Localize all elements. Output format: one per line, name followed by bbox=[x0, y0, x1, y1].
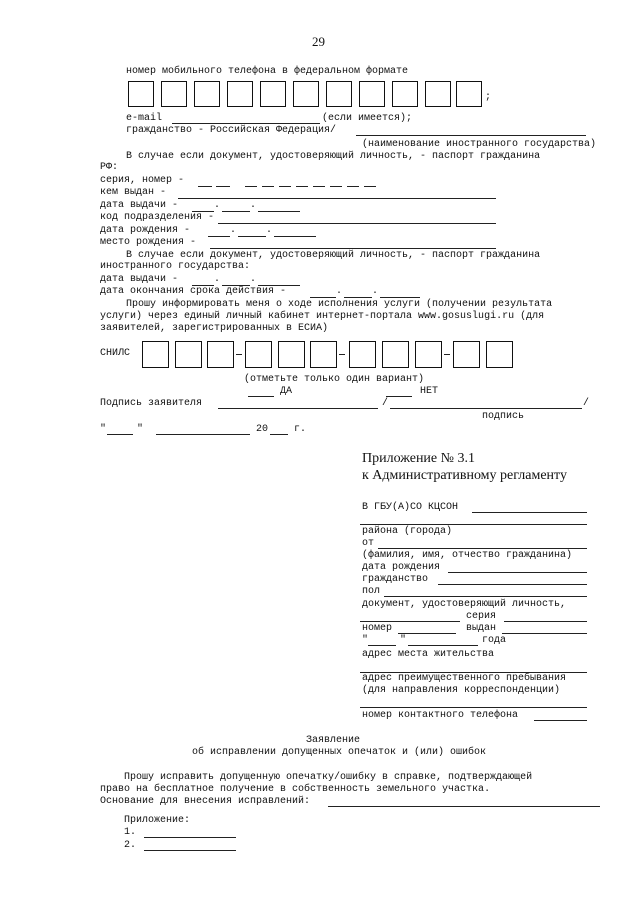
statement-subtitle: об исправлении допущенных опечаток и (или) ошибок bbox=[192, 747, 487, 758]
app-address-note: (для направления корреспонденции) bbox=[362, 685, 561, 696]
phone-digit-box[interactable] bbox=[227, 81, 253, 107]
attachment-2-line[interactable] bbox=[144, 850, 236, 851]
app-series: серия bbox=[466, 611, 497, 622]
phone-digit-box[interactable] bbox=[359, 81, 385, 107]
choose-one-note: (отметьте только один вариант) bbox=[244, 374, 425, 385]
app-address-stay: адрес преимущественного пребывания bbox=[362, 673, 567, 684]
inform-line1: Прошу информировать меня о ходе исполнения услуги (получении результата bbox=[126, 299, 553, 310]
citizenship-label: гражданство - Российская Федерация/ bbox=[126, 125, 337, 136]
date-year-line[interactable] bbox=[270, 434, 288, 435]
snils-label: СНИЛС bbox=[100, 348, 131, 359]
snils-digit-box[interactable] bbox=[278, 341, 305, 368]
dept-code-label: код подразделения - bbox=[100, 212, 215, 223]
document-page: 29 номер мобильного телефона в федеральном формате ; e-mail (если имеется); гражданство - Российская Федерация/ (наименование иностранного государства) В случае если документ, удостоверяющий личность, - паспорт гражданина РФ: серия, номер - кем выдан - дата выдачи - . . код подразделения - дата рождения - . . место рождения - В случае если документ, удостоверяющий личность, - паспорт гражданина иностранного государства: дата выдачи - . . дата окончания срока действия - . . Прошу информировать меня о ходе исполнения услуги (получении результата услуги) через единый личный кабинет интернет-портала www.gosuslugi.ru (для заявителей, зарегистрированных в ЕСИА) СНИЛС (отметьте только один вариант) ДА НЕТ Подпись заявителя / / подпись " " 20 г. Приложение № 3.1 к Административному регламенту В ГБУ(А)СО КЦСОН района (города) от (фамилия, имя, отчество гражданина) дата рождения гражданство пол документ, удостоверяющий личность, серия номер выдан " " года адрес места жительства адрес преимущественного пребывания (для направления корреспонденции) номер контактного телефона Заявление об исправлении допущенных опечаток и (или) ошибок Прошу исправить допущенную опечатку/ошибку в справке, подтверждающей право на бесплатное получение в собственность земельного участка. Основание для внесения исправлений: Приложение: 1. 2. bbox=[0, 0, 640, 905]
foreign-case-line1: В случае если документ, удостоверяющий личность, - паспорт гражданина bbox=[126, 250, 541, 261]
phone-digit-box[interactable] bbox=[456, 81, 482, 107]
attachment-2-label: 2. bbox=[124, 840, 137, 851]
snils-digit-box[interactable] bbox=[245, 341, 272, 368]
attachment-1-line[interactable] bbox=[144, 837, 236, 838]
phone-digit-box[interactable] bbox=[161, 81, 187, 107]
statement-basis: Основание для внесения исправлений: bbox=[100, 796, 311, 807]
foreign-state-note: (наименование иностранного государства) bbox=[362, 139, 597, 150]
app-birth-date: дата рождения bbox=[362, 562, 441, 573]
fio-note: (фамилия, имя, отчество гражданина) bbox=[362, 550, 573, 561]
yes-option: ДА bbox=[280, 386, 293, 397]
rf-case-line2: РФ: bbox=[100, 162, 119, 173]
phone-digit-box[interactable] bbox=[425, 81, 451, 107]
email-line[interactable] bbox=[172, 123, 320, 124]
snils-digit-box[interactable] bbox=[142, 341, 169, 368]
snils-digit-box[interactable] bbox=[175, 341, 202, 368]
issue-date-label: дата выдачи - bbox=[100, 200, 179, 211]
app-citizenship: гражданство bbox=[362, 574, 429, 585]
foreign-case-line2: иностранного государства: bbox=[100, 261, 251, 272]
phone-digit-box[interactable] bbox=[326, 81, 352, 107]
email-label: e-mail bbox=[126, 113, 163, 124]
year-suffix: г. bbox=[294, 424, 307, 435]
snils-digit-box[interactable] bbox=[382, 341, 409, 368]
dept-code-line[interactable] bbox=[218, 223, 496, 224]
birth-place-label: место рождения - bbox=[100, 237, 197, 248]
signature-label: Подпись заявителя bbox=[100, 398, 203, 409]
phone-end: ; bbox=[485, 92, 492, 103]
page-number: 29 bbox=[312, 34, 325, 49]
phone-digit-box[interactable] bbox=[194, 81, 220, 107]
statement-title: Заявление bbox=[306, 735, 361, 746]
email-note: (если имеется); bbox=[322, 113, 413, 124]
no-mark-line[interactable] bbox=[386, 396, 412, 397]
inform-line2: услуги) через единый личный кабинет интернет-портала www.gosuslugi.ru (для bbox=[100, 311, 545, 322]
signature-caption: подпись bbox=[482, 411, 525, 422]
expiry-date-label: дата окончания срока действия - bbox=[100, 286, 287, 297]
attachments-label: Приложение: bbox=[124, 815, 191, 826]
phone-digit-box[interactable] bbox=[392, 81, 418, 107]
inform-line3: заявителей, зарегистрированных в ЕСИА) bbox=[100, 323, 329, 334]
snils-digit-box[interactable] bbox=[453, 341, 480, 368]
issued-by-line[interactable] bbox=[178, 198, 496, 199]
series-number-label: серия, номер - bbox=[100, 175, 185, 186]
app-number: номер bbox=[362, 623, 393, 634]
attachment-1-label: 1. bbox=[124, 827, 137, 838]
app-address-residence: адрес места жительства bbox=[362, 649, 495, 660]
birth-place-line[interactable] bbox=[210, 248, 496, 249]
app-phone: номер контактного телефона bbox=[362, 710, 519, 721]
app-issued: выдан bbox=[466, 623, 497, 634]
yes-mark-line[interactable] bbox=[248, 396, 274, 397]
foreign-state-line[interactable] bbox=[356, 135, 586, 136]
date-month-line[interactable] bbox=[156, 434, 250, 435]
app-id-doc: документ, удостоверяющий личность, bbox=[362, 599, 567, 610]
appendix-title: Приложение № 3.1 bbox=[362, 451, 475, 466]
snils-digit-box[interactable] bbox=[349, 341, 376, 368]
phone-digit-box[interactable] bbox=[260, 81, 286, 107]
phone-digit-box[interactable] bbox=[128, 81, 154, 107]
app-sex: пол bbox=[362, 586, 381, 597]
rf-case-line1: В случае если документ, удостоверяющий личность, - паспорт гражданина bbox=[126, 151, 541, 162]
basis-line[interactable] bbox=[328, 806, 600, 807]
no-option: НЕТ bbox=[420, 386, 439, 397]
issue-date-2-label: дата выдачи - bbox=[100, 274, 179, 285]
statement-body-line2: право на бесплатное получение в собственность земельного участка. bbox=[100, 784, 491, 795]
issued-by-label: кем выдан - bbox=[100, 187, 167, 198]
birth-date-label: дата рождения - bbox=[100, 225, 191, 236]
statement-body-line1: Прошу исправить допущенную опечатку/ошибку в справке, подтверждающей bbox=[124, 772, 533, 783]
snils-digit-box[interactable] bbox=[415, 341, 442, 368]
app-year: года bbox=[482, 635, 507, 646]
district-label: района (города) bbox=[362, 526, 453, 537]
from-label: от bbox=[362, 538, 375, 549]
date-day-line[interactable] bbox=[107, 434, 133, 435]
phone-label: номер мобильного телефона в федеральном формате bbox=[126, 66, 409, 77]
appendix-subtitle: к Административному регламенту bbox=[362, 468, 567, 483]
phone-digit-box[interactable] bbox=[293, 81, 319, 107]
snils-digit-box[interactable] bbox=[310, 341, 337, 368]
snils-digit-box[interactable] bbox=[207, 341, 234, 368]
signature-line-1[interactable] bbox=[218, 408, 378, 409]
addressee-to: В ГБУ(А)СО КЦСОН bbox=[362, 502, 459, 513]
signature-line-2[interactable] bbox=[390, 408, 582, 409]
year-prefix: 20 bbox=[256, 424, 269, 435]
snils-digit-box[interactable] bbox=[486, 341, 513, 368]
